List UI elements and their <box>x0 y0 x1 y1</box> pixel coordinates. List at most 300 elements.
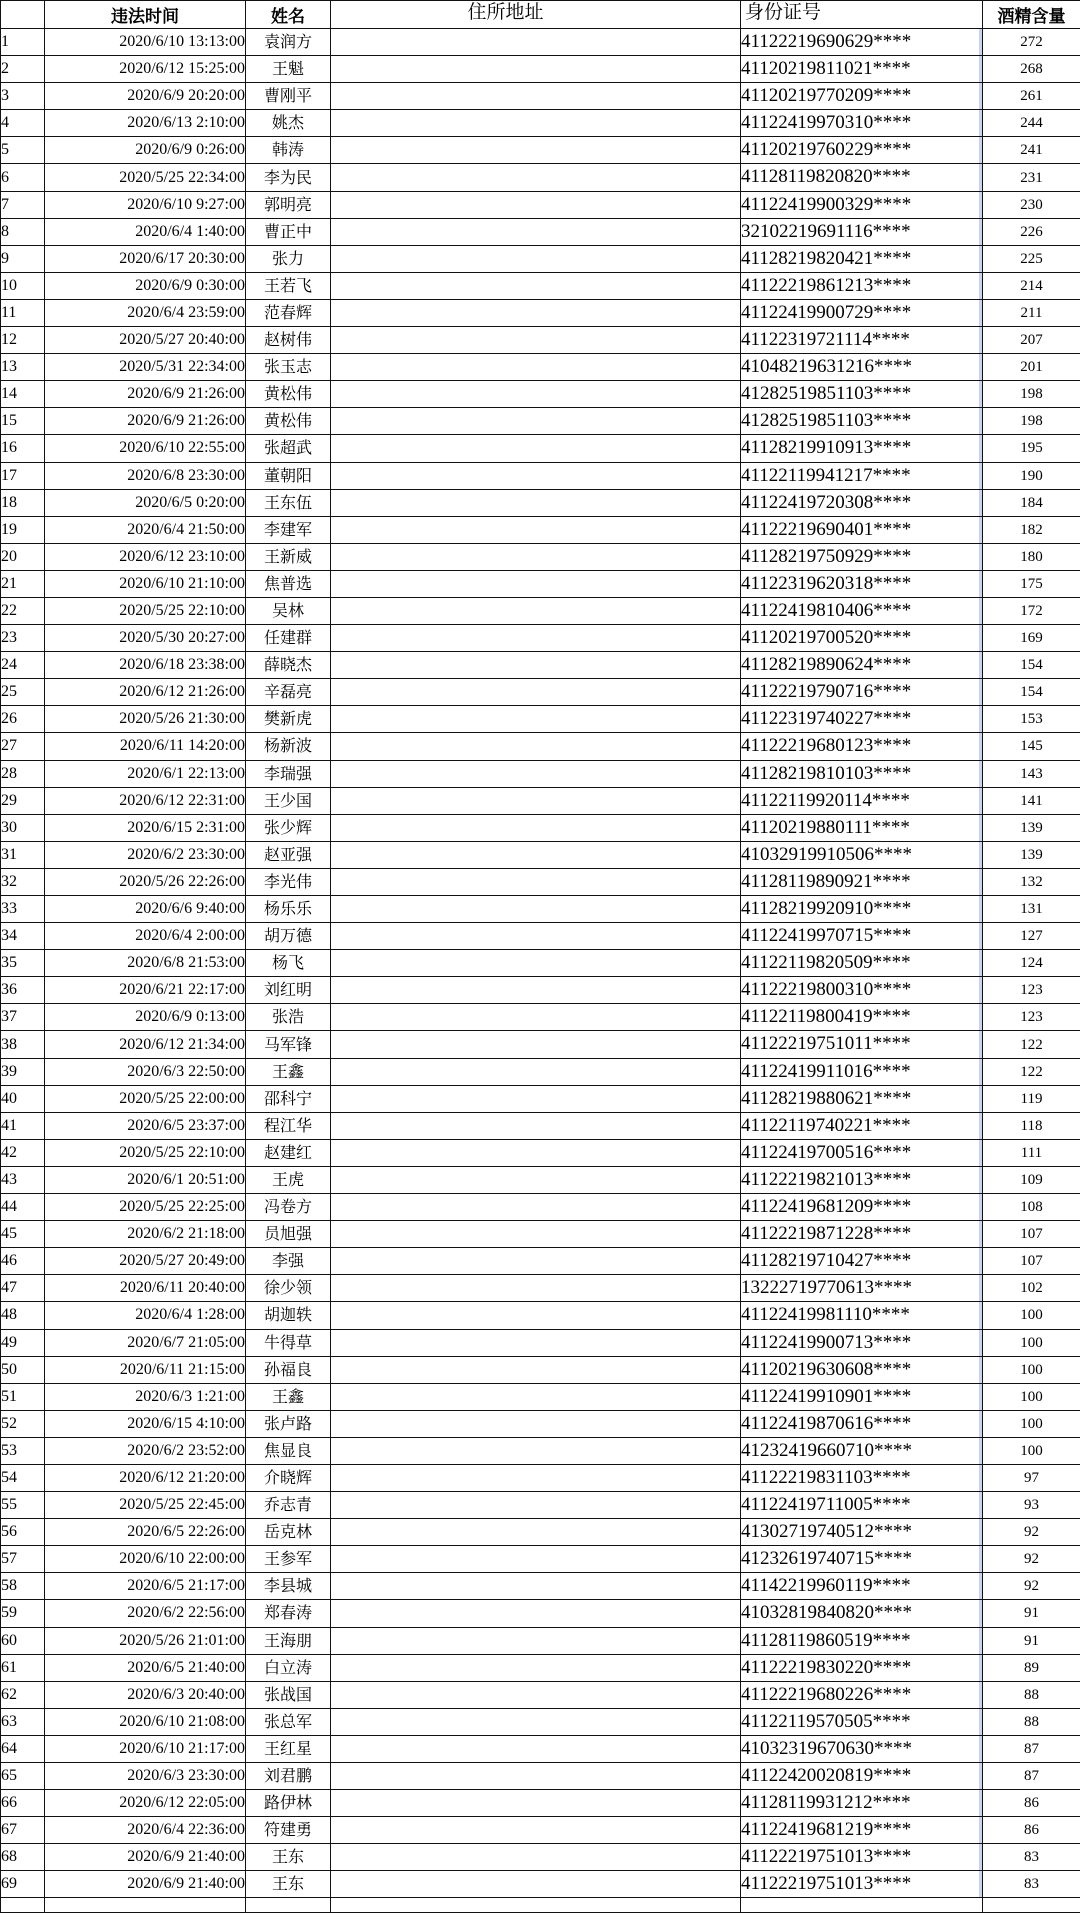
person-name-cell[interactable]: 李强 <box>246 1248 331 1275</box>
violation-time-cell[interactable]: 2020/5/25 22:10:00 <box>45 1139 246 1166</box>
person-name-cell[interactable]: 王红星 <box>246 1735 331 1762</box>
row-number-cell[interactable]: 26 <box>1 706 45 733</box>
person-name-cell[interactable]: 赵树伟 <box>246 327 331 354</box>
row-number-cell[interactable]: 36 <box>1 977 45 1004</box>
person-name-cell[interactable]: 王若飞 <box>246 272 331 299</box>
person-name-cell[interactable]: 杨飞 <box>246 950 331 977</box>
id-number-cell[interactable]: 41128119890921**** <box>741 868 983 895</box>
person-name-cell[interactable]: 薛晓杰 <box>246 652 331 679</box>
address-cell[interactable] <box>331 1735 741 1762</box>
id-number-cell[interactable]: 41120219811021**** <box>741 56 983 83</box>
id-number-cell[interactable]: 41128119931212**** <box>741 1790 983 1817</box>
row-number-cell[interactable]: 69 <box>1 1871 45 1898</box>
id-number-cell[interactable]: 41122319620318**** <box>741 570 983 597</box>
address-cell[interactable] <box>331 435 741 462</box>
address-cell[interactable] <box>331 164 741 191</box>
row-number-cell[interactable]: 34 <box>1 923 45 950</box>
violation-time-cell[interactable]: 2020/6/12 21:34:00 <box>45 1031 246 1058</box>
id-number-cell[interactable]: 41282519851103**** <box>741 408 983 435</box>
id-number-cell[interactable]: 41122419981110**** <box>741 1302 983 1329</box>
row-number-cell[interactable]: 30 <box>1 814 45 841</box>
alcohol-content-cell[interactable]: 107 <box>983 1221 1080 1248</box>
id-number-cell[interactable]: 41122219680226**** <box>741 1681 983 1708</box>
id-number-cell[interactable]: 41142219960119**** <box>741 1573 983 1600</box>
address-cell[interactable] <box>331 652 741 679</box>
alcohol-content-cell[interactable]: 241 <box>983 137 1080 164</box>
id-number-cell[interactable]: 41122119800419**** <box>741 1004 983 1031</box>
row-number-cell[interactable]: 29 <box>1 787 45 814</box>
id-number-cell[interactable]: 41128219820421**** <box>741 245 983 272</box>
person-name-cell[interactable]: 黄松伟 <box>246 381 331 408</box>
address-cell[interactable] <box>331 1248 741 1275</box>
person-name-cell[interactable]: 白立涛 <box>246 1654 331 1681</box>
row-number-cell[interactable]: 49 <box>1 1329 45 1356</box>
violation-time-cell[interactable]: 2020/6/2 21:18:00 <box>45 1221 246 1248</box>
alcohol-content-cell[interactable]: 154 <box>983 652 1080 679</box>
address-cell[interactable] <box>331 1681 741 1708</box>
row-number-cell[interactable]: 56 <box>1 1519 45 1546</box>
row-number-cell[interactable]: 24 <box>1 652 45 679</box>
id-number-cell[interactable]: 41128219810103**** <box>741 760 983 787</box>
row-number-cell[interactable]: 2 <box>1 56 45 83</box>
row-number-cell[interactable]: 53 <box>1 1437 45 1464</box>
id-number-cell[interactable]: 41232419660710**** <box>741 1437 983 1464</box>
address-cell[interactable] <box>331 733 741 760</box>
address-cell[interactable] <box>331 218 741 245</box>
alcohol-content-cell[interactable]: 153 <box>983 706 1080 733</box>
address-cell[interactable] <box>331 354 741 381</box>
address-cell[interactable] <box>331 1004 741 1031</box>
person-name-cell[interactable]: 牛得草 <box>246 1329 331 1356</box>
violation-time-cell[interactable]: 2020/6/4 23:59:00 <box>45 299 246 326</box>
violation-time-cell[interactable]: 2020/5/25 22:25:00 <box>45 1194 246 1221</box>
person-name-cell[interactable]: 樊新虎 <box>246 706 331 733</box>
alcohol-content-cell[interactable]: 131 <box>983 896 1080 923</box>
id-number-cell[interactable]: 41122219821013**** <box>741 1166 983 1193</box>
address-cell[interactable] <box>331 408 741 435</box>
person-name-cell[interactable]: 冯卷方 <box>246 1194 331 1221</box>
address-cell[interactable] <box>331 1790 741 1817</box>
person-name-cell[interactable]: 李为民 <box>246 164 331 191</box>
address-cell[interactable] <box>331 950 741 977</box>
row-number-cell[interactable]: 20 <box>1 543 45 570</box>
person-name-cell[interactable]: 张卢路 <box>246 1410 331 1437</box>
alcohol-content-cell[interactable]: 100 <box>983 1383 1080 1410</box>
id-number-cell[interactable]: 41122119941217**** <box>741 462 983 489</box>
row-number-cell[interactable]: 44 <box>1 1194 45 1221</box>
violation-time-cell[interactable]: 2020/6/11 21:15:00 <box>45 1356 246 1383</box>
person-name-cell[interactable]: 李瑞强 <box>246 760 331 787</box>
violation-time-cell[interactable]: 2020/5/25 22:00:00 <box>45 1085 246 1112</box>
row-number-cell[interactable]: 15 <box>1 408 45 435</box>
violation-time-cell[interactable]: 2020/6/10 21:10:00 <box>45 570 246 597</box>
person-name-cell[interactable]: 范春辉 <box>246 299 331 326</box>
alcohol-content-cell[interactable]: 145 <box>983 733 1080 760</box>
alcohol-content-cell[interactable]: 244 <box>983 110 1080 137</box>
person-name-cell[interactable]: 员旭强 <box>246 1221 331 1248</box>
alcohol-content-cell[interactable]: 261 <box>983 83 1080 110</box>
person-name-cell[interactable]: 焦普选 <box>246 570 331 597</box>
row-number-cell[interactable]: 65 <box>1 1763 45 1790</box>
violation-time-cell[interactable]: 2020/6/3 20:40:00 <box>45 1681 246 1708</box>
alcohol-content-cell[interactable]: 123 <box>983 1004 1080 1031</box>
person-name-cell[interactable]: 王东伍 <box>246 489 331 516</box>
address-cell[interactable] <box>331 83 741 110</box>
address-cell[interactable] <box>331 191 741 218</box>
row-number-cell[interactable]: 43 <box>1 1166 45 1193</box>
person-name-cell[interactable]: 符建勇 <box>246 1817 331 1844</box>
alcohol-content-cell[interactable]: 107 <box>983 1248 1080 1275</box>
row-number-cell[interactable]: 32 <box>1 868 45 895</box>
alcohol-content-cell[interactable]: 172 <box>983 597 1080 624</box>
violation-time-cell[interactable]: 2020/6/12 22:31:00 <box>45 787 246 814</box>
violation-time-cell[interactable]: 2020/6/10 22:00:00 <box>45 1546 246 1573</box>
person-name-cell[interactable]: 辛磊亮 <box>246 679 331 706</box>
alcohol-content-cell[interactable]: 100 <box>983 1410 1080 1437</box>
id-number-cell[interactable]: 41122119570505**** <box>741 1708 983 1735</box>
violation-time-cell[interactable]: 2020/6/17 20:30:00 <box>45 245 246 272</box>
violation-time-cell[interactable]: 2020/5/31 22:34:00 <box>45 354 246 381</box>
id-number-cell[interactable]: 41122419910901**** <box>741 1383 983 1410</box>
alcohol-content-cell[interactable]: 108 <box>983 1194 1080 1221</box>
id-number-cell[interactable]: 41128219890624**** <box>741 652 983 679</box>
person-name-cell[interactable]: 王海朋 <box>246 1627 331 1654</box>
alcohol-content-cell[interactable]: 182 <box>983 516 1080 543</box>
person-name-cell[interactable]: 王参军 <box>246 1546 331 1573</box>
row-number-cell[interactable]: 3 <box>1 83 45 110</box>
alcohol-content-cell[interactable]: 141 <box>983 787 1080 814</box>
person-name-cell[interactable]: 张超武 <box>246 435 331 462</box>
address-cell[interactable] <box>331 1763 741 1790</box>
address-cell[interactable] <box>331 1302 741 1329</box>
address-cell[interactable] <box>331 110 741 137</box>
violation-time-cell[interactable]: 2020/6/2 22:56:00 <box>45 1600 246 1627</box>
person-name-cell[interactable]: 王东 <box>246 1844 331 1871</box>
row-number-cell[interactable]: 23 <box>1 625 45 652</box>
row-number-cell[interactable]: 62 <box>1 1681 45 1708</box>
violation-time-cell[interactable]: 2020/6/10 13:13:00 <box>45 29 246 56</box>
id-number-cell[interactable]: 41122219871228**** <box>741 1221 983 1248</box>
violation-time-cell[interactable]: 2020/6/4 1:28:00 <box>45 1302 246 1329</box>
violation-time-cell[interactable]: 2020/6/12 23:10:00 <box>45 543 246 570</box>
alcohol-content-cell[interactable]: 92 <box>983 1573 1080 1600</box>
row-number-cell[interactable]: 64 <box>1 1735 45 1762</box>
alcohol-content-cell[interactable]: 231 <box>983 164 1080 191</box>
person-name-cell[interactable]: 曹刚平 <box>246 83 331 110</box>
alcohol-content-cell[interactable]: 211 <box>983 299 1080 326</box>
alcohol-content-cell[interactable]: 111 <box>983 1139 1080 1166</box>
alcohol-content-cell[interactable]: 87 <box>983 1763 1080 1790</box>
person-name-cell[interactable]: 赵建红 <box>246 1139 331 1166</box>
violation-time-cell[interactable]: 2020/6/2 23:30:00 <box>45 841 246 868</box>
violation-time-cell[interactable]: 2020/6/18 23:38:00 <box>45 652 246 679</box>
violation-time-cell[interactable]: 2020/6/9 0:30:00 <box>45 272 246 299</box>
id-number-cell[interactable]: 41032319670630**** <box>741 1735 983 1762</box>
row-number-cell[interactable]: 48 <box>1 1302 45 1329</box>
person-name-cell[interactable]: 郑春涛 <box>246 1600 331 1627</box>
row-number-cell[interactable]: 66 <box>1 1790 45 1817</box>
id-number-cell[interactable]: 32102219691116**** <box>741 218 983 245</box>
alcohol-content-cell[interactable]: 119 <box>983 1085 1080 1112</box>
violation-time-cell[interactable]: 2020/6/11 14:20:00 <box>45 733 246 760</box>
address-cell[interactable] <box>331 137 741 164</box>
id-number-cell[interactable]: 41048219631216**** <box>741 354 983 381</box>
violation-time-cell[interactable]: 2020/6/12 21:26:00 <box>45 679 246 706</box>
row-number-cell[interactable]: 21 <box>1 570 45 597</box>
id-number-cell[interactable]: 41302719740512**** <box>741 1519 983 1546</box>
row-number-cell[interactable]: 60 <box>1 1627 45 1654</box>
address-cell[interactable] <box>331 679 741 706</box>
violation-time-cell[interactable]: 2020/6/15 2:31:00 <box>45 814 246 841</box>
alcohol-content-cell[interactable]: 100 <box>983 1302 1080 1329</box>
alcohol-content-cell[interactable]: 83 <box>983 1871 1080 1898</box>
address-cell[interactable] <box>331 841 741 868</box>
row-number-cell[interactable]: 41 <box>1 1112 45 1139</box>
person-name-cell[interactable]: 刘君鹏 <box>246 1763 331 1790</box>
alcohol-content-cell[interactable]: 132 <box>983 868 1080 895</box>
person-name-cell[interactable]: 李光伟 <box>246 868 331 895</box>
id-number-cell[interactable]: 41122319740227**** <box>741 706 983 733</box>
alcohol-content-cell[interactable]: 83 <box>983 1844 1080 1871</box>
person-name-cell[interactable]: 岳克林 <box>246 1519 331 1546</box>
person-name-cell[interactable]: 李县城 <box>246 1573 331 1600</box>
id-number-cell[interactable]: 41122420020819**** <box>741 1763 983 1790</box>
violation-time-cell[interactable]: 2020/6/15 4:10:00 <box>45 1410 246 1437</box>
id-number-cell[interactable]: 41128219710427**** <box>741 1248 983 1275</box>
violation-time-cell[interactable]: 2020/6/8 21:53:00 <box>45 950 246 977</box>
violation-time-cell[interactable]: 2020/6/1 20:51:00 <box>45 1166 246 1193</box>
alcohol-content-cell[interactable]: 272 <box>983 29 1080 56</box>
id-number-cell[interactable]: 41122219690401**** <box>741 516 983 543</box>
id-number-cell[interactable]: 41120219880111**** <box>741 814 983 841</box>
person-name-cell[interactable]: 胡迦轶 <box>246 1302 331 1329</box>
id-number-cell[interactable]: 41122219680123**** <box>741 733 983 760</box>
row-number-cell[interactable]: 46 <box>1 1248 45 1275</box>
violation-time-cell[interactable]: 2020/6/9 0:13:00 <box>45 1004 246 1031</box>
id-number-cell[interactable]: 41232619740715**** <box>741 1546 983 1573</box>
address-cell[interactable] <box>331 570 741 597</box>
id-number-cell[interactable]: 41122219690629**** <box>741 29 983 56</box>
violation-time-cell[interactable]: 2020/6/5 21:17:00 <box>45 1573 246 1600</box>
id-number-cell[interactable]: 41120219630608**** <box>741 1356 983 1383</box>
id-number-cell[interactable]: 41122419900729**** <box>741 299 983 326</box>
alcohol-content-cell[interactable]: 198 <box>983 408 1080 435</box>
address-cell[interactable] <box>331 516 741 543</box>
id-number-cell[interactable]: 41122419720308**** <box>741 489 983 516</box>
row-number-cell[interactable]: 40 <box>1 1085 45 1112</box>
violation-time-cell[interactable]: 2020/6/1 22:13:00 <box>45 760 246 787</box>
violation-time-cell[interactable]: 2020/6/4 1:40:00 <box>45 218 246 245</box>
person-name-cell[interactable]: 王少国 <box>246 787 331 814</box>
address-cell[interactable] <box>331 1573 741 1600</box>
address-cell[interactable] <box>331 1166 741 1193</box>
person-name-cell[interactable]: 焦显良 <box>246 1437 331 1464</box>
row-number-cell[interactable]: 18 <box>1 489 45 516</box>
violation-time-cell[interactable]: 2020/5/30 20:27:00 <box>45 625 246 652</box>
violation-time-cell[interactable]: 2020/5/26 22:26:00 <box>45 868 246 895</box>
address-cell[interactable] <box>331 1221 741 1248</box>
row-number-cell[interactable]: 52 <box>1 1410 45 1437</box>
row-number-cell[interactable]: 57 <box>1 1546 45 1573</box>
row-number-cell[interactable]: 61 <box>1 1654 45 1681</box>
violation-time-cell[interactable]: 2020/6/3 23:30:00 <box>45 1763 246 1790</box>
row-number-cell[interactable]: 12 <box>1 327 45 354</box>
row-number-cell[interactable]: 63 <box>1 1708 45 1735</box>
id-number-cell[interactable]: 41122419681219**** <box>741 1817 983 1844</box>
violation-time-cell[interactable]: 2020/6/9 21:40:00 <box>45 1871 246 1898</box>
violation-time-cell[interactable]: 2020/6/10 21:08:00 <box>45 1708 246 1735</box>
row-number-cell[interactable]: 7 <box>1 191 45 218</box>
violation-time-cell[interactable]: 2020/5/27 20:49:00 <box>45 1248 246 1275</box>
violation-time-cell[interactable]: 2020/6/6 9:40:00 <box>45 896 246 923</box>
row-number-cell[interactable]: 1 <box>1 29 45 56</box>
row-number-cell[interactable]: 14 <box>1 381 45 408</box>
violation-time-cell[interactable]: 2020/6/9 0:26:00 <box>45 137 246 164</box>
violation-time-cell[interactable]: 2020/6/5 23:37:00 <box>45 1112 246 1139</box>
address-cell[interactable] <box>331 1112 741 1139</box>
alcohol-content-cell[interactable]: 190 <box>983 462 1080 489</box>
alcohol-content-cell[interactable]: 93 <box>983 1492 1080 1519</box>
violation-time-cell[interactable]: 2020/6/9 20:20:00 <box>45 83 246 110</box>
alcohol-content-cell[interactable]: 207 <box>983 327 1080 354</box>
violation-time-cell[interactable]: 2020/6/3 22:50:00 <box>45 1058 246 1085</box>
id-number-cell[interactable]: 41032819840820**** <box>741 1600 983 1627</box>
id-number-cell[interactable]: 41122419700516**** <box>741 1139 983 1166</box>
person-name-cell[interactable]: 王魁 <box>246 56 331 83</box>
person-name-cell[interactable]: 王虎 <box>246 1166 331 1193</box>
alcohol-content-cell[interactable]: 139 <box>983 814 1080 841</box>
id-number-cell[interactable]: 41128219750929**** <box>741 543 983 570</box>
address-cell[interactable] <box>331 1058 741 1085</box>
violation-time-cell[interactable]: 2020/6/12 15:25:00 <box>45 56 246 83</box>
address-cell[interactable] <box>331 1708 741 1735</box>
person-name-cell[interactable]: 袁润方 <box>246 29 331 56</box>
alcohol-content-cell[interactable]: 122 <box>983 1031 1080 1058</box>
row-number-cell[interactable]: 54 <box>1 1464 45 1491</box>
violation-time-cell[interactable]: 2020/6/21 22:17:00 <box>45 977 246 1004</box>
address-cell[interactable] <box>331 1085 741 1112</box>
person-name-cell[interactable]: 张玉志 <box>246 354 331 381</box>
person-name-cell[interactable]: 韩涛 <box>246 137 331 164</box>
alcohol-content-cell[interactable]: 102 <box>983 1275 1080 1302</box>
row-number-cell[interactable]: 59 <box>1 1600 45 1627</box>
violation-time-cell[interactable]: 2020/5/25 22:45:00 <box>45 1492 246 1519</box>
violation-time-cell[interactable]: 2020/6/9 21:26:00 <box>45 408 246 435</box>
alcohol-content-cell[interactable]: 268 <box>983 56 1080 83</box>
alcohol-content-cell[interactable]: 91 <box>983 1600 1080 1627</box>
violation-time-cell[interactable]: 2020/6/12 21:20:00 <box>45 1464 246 1491</box>
violation-time-cell[interactable]: 2020/6/3 1:21:00 <box>45 1383 246 1410</box>
address-cell[interactable] <box>331 597 741 624</box>
row-number-cell[interactable]: 37 <box>1 1004 45 1031</box>
id-number-cell[interactable]: 41122419970310**** <box>741 110 983 137</box>
alcohol-content-cell[interactable]: 118 <box>983 1112 1080 1139</box>
address-cell[interactable] <box>331 462 741 489</box>
violation-time-cell[interactable]: 2020/6/7 21:05:00 <box>45 1329 246 1356</box>
row-number-cell[interactable]: 50 <box>1 1356 45 1383</box>
address-cell[interactable] <box>331 1464 741 1491</box>
id-number-cell[interactable]: 41128219880621**** <box>741 1085 983 1112</box>
person-name-cell[interactable]: 张力 <box>246 245 331 272</box>
address-cell[interactable] <box>331 381 741 408</box>
violation-time-cell[interactable]: 2020/6/2 23:52:00 <box>45 1437 246 1464</box>
alcohol-content-cell[interactable]: 169 <box>983 625 1080 652</box>
id-number-cell[interactable]: 41122119740221**** <box>741 1112 983 1139</box>
person-name-cell[interactable]: 邵科宁 <box>246 1085 331 1112</box>
violation-time-cell[interactable]: 2020/6/10 21:17:00 <box>45 1735 246 1762</box>
row-number-cell[interactable]: 13 <box>1 354 45 381</box>
row-number-cell[interactable]: 25 <box>1 679 45 706</box>
id-number-cell[interactable]: 41032919910506**** <box>741 841 983 868</box>
address-cell[interactable] <box>331 1627 741 1654</box>
address-cell[interactable] <box>331 1383 741 1410</box>
id-number-cell[interactable]: 41122219790716**** <box>741 679 983 706</box>
violation-time-cell[interactable]: 2020/5/26 21:01:00 <box>45 1627 246 1654</box>
alcohol-content-cell[interactable]: 198 <box>983 381 1080 408</box>
id-number-cell[interactable]: 41120219700520**** <box>741 625 983 652</box>
address-cell[interactable] <box>331 1817 741 1844</box>
address-cell[interactable] <box>331 1871 741 1898</box>
alcohol-content-cell[interactable]: 180 <box>983 543 1080 570</box>
address-cell[interactable] <box>331 625 741 652</box>
row-number-cell[interactable]: 9 <box>1 245 45 272</box>
alcohol-content-cell[interactable]: 100 <box>983 1437 1080 1464</box>
violation-time-cell[interactable]: 2020/6/11 20:40:00 <box>45 1275 246 1302</box>
address-cell[interactable] <box>331 760 741 787</box>
violation-time-cell[interactable]: 2020/6/9 21:26:00 <box>45 381 246 408</box>
alcohol-content-cell[interactable]: 86 <box>983 1817 1080 1844</box>
alcohol-content-cell[interactable]: 89 <box>983 1654 1080 1681</box>
id-number-cell[interactable]: 41122219751013**** <box>741 1844 983 1871</box>
row-number-cell[interactable]: 10 <box>1 272 45 299</box>
id-number-cell[interactable]: 13222719770613**** <box>741 1275 983 1302</box>
violation-time-cell[interactable]: 2020/6/10 9:27:00 <box>45 191 246 218</box>
row-number-cell[interactable]: 42 <box>1 1139 45 1166</box>
id-number-cell[interactable]: 41122119820509**** <box>741 950 983 977</box>
person-name-cell[interactable]: 王鑫 <box>246 1058 331 1085</box>
address-cell[interactable] <box>331 1410 741 1437</box>
violation-time-cell[interactable]: 2020/6/4 2:00:00 <box>45 923 246 950</box>
alcohol-content-cell[interactable]: 97 <box>983 1464 1080 1491</box>
address-cell[interactable] <box>331 1492 741 1519</box>
row-number-cell[interactable]: 45 <box>1 1221 45 1248</box>
alcohol-content-cell[interactable]: 87 <box>983 1735 1080 1762</box>
address-cell[interactable] <box>331 787 741 814</box>
person-name-cell[interactable]: 胡万德 <box>246 923 331 950</box>
alcohol-content-cell[interactable]: 184 <box>983 489 1080 516</box>
person-name-cell[interactable]: 姚杰 <box>246 110 331 137</box>
id-number-cell[interactable]: 41122219831103**** <box>741 1464 983 1491</box>
address-cell[interactable] <box>331 977 741 1004</box>
alcohol-content-cell[interactable]: 139 <box>983 841 1080 868</box>
person-name-cell[interactable]: 赵亚强 <box>246 841 331 868</box>
address-cell[interactable] <box>331 1031 741 1058</box>
alcohol-content-cell[interactable]: 100 <box>983 1329 1080 1356</box>
row-number-cell[interactable]: 22 <box>1 597 45 624</box>
alcohol-content-cell[interactable]: 92 <box>983 1546 1080 1573</box>
violation-time-cell[interactable]: 2020/6/9 21:40:00 <box>45 1844 246 1871</box>
person-name-cell[interactable]: 张浩 <box>246 1004 331 1031</box>
address-cell[interactable] <box>331 245 741 272</box>
id-number-cell[interactable]: 41128119820820**** <box>741 164 983 191</box>
alcohol-content-cell[interactable]: 201 <box>983 354 1080 381</box>
address-cell[interactable] <box>331 814 741 841</box>
id-number-cell[interactable]: 41122419970715**** <box>741 923 983 950</box>
person-name-cell[interactable]: 张少辉 <box>246 814 331 841</box>
row-number-cell[interactable]: 16 <box>1 435 45 462</box>
alcohol-content-cell[interactable]: 154 <box>983 679 1080 706</box>
address-cell[interactable] <box>331 1654 741 1681</box>
